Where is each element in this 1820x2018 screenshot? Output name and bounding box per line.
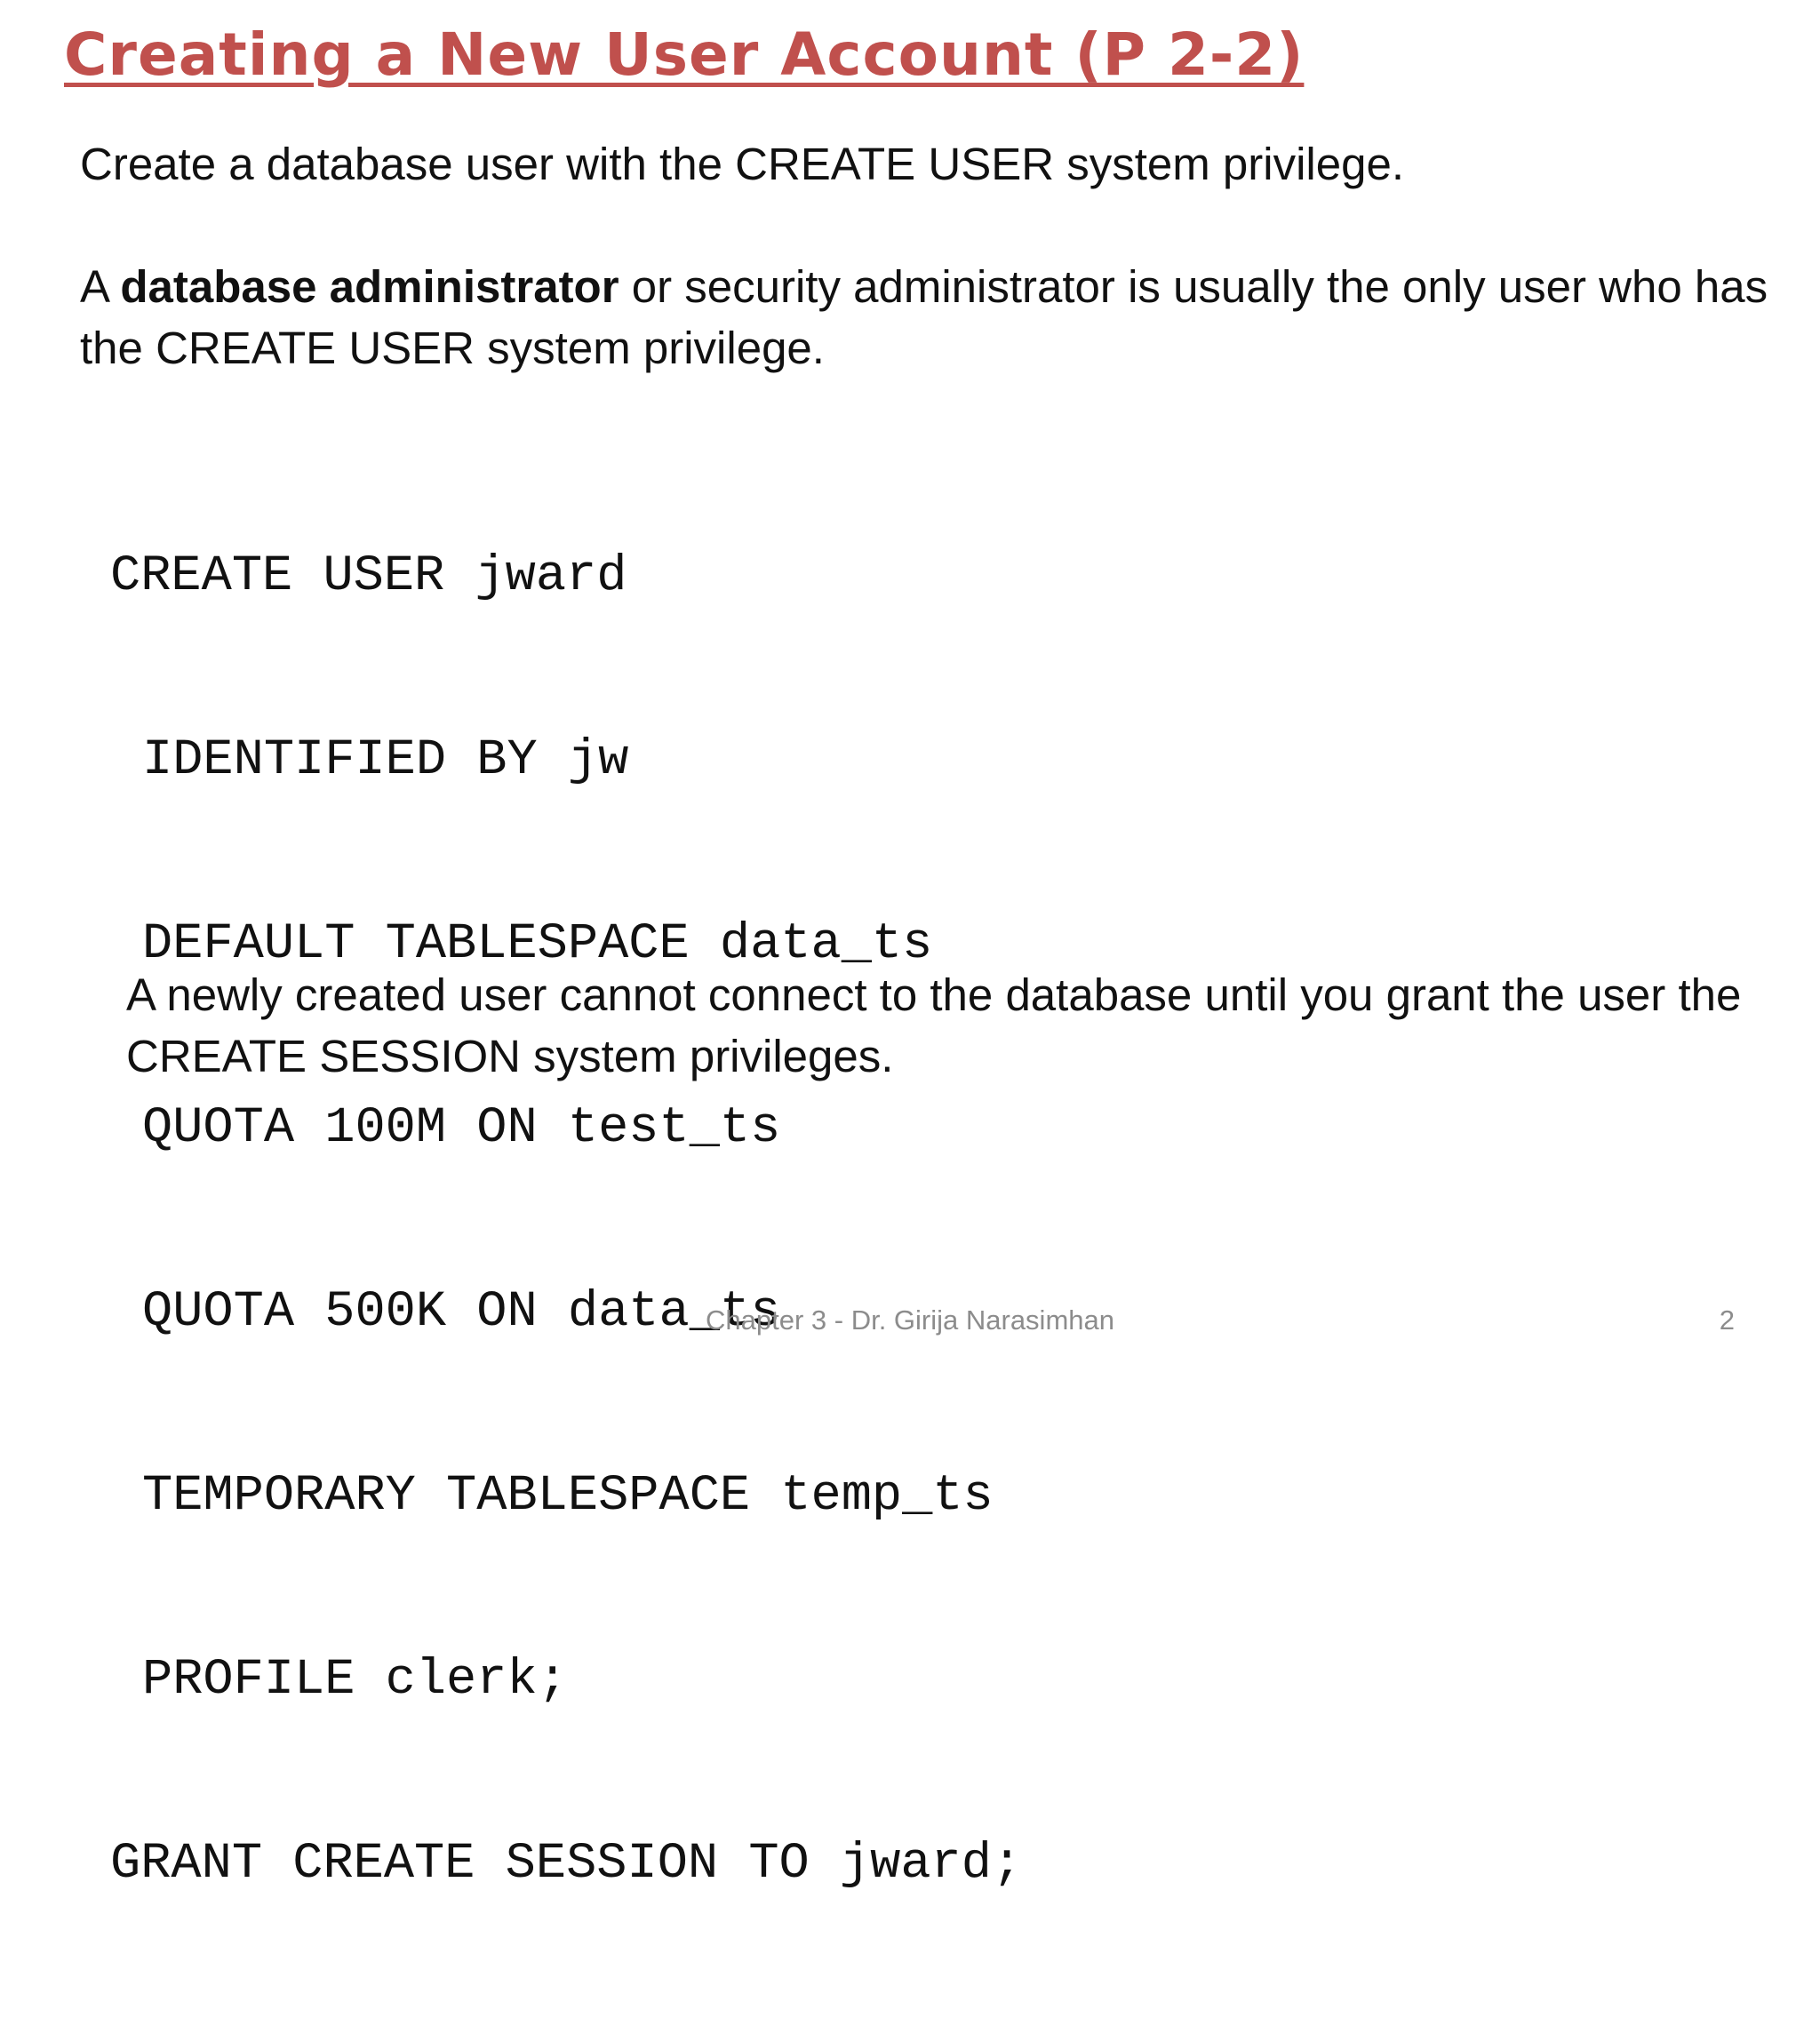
code-line-grant-session: GRANT CREATE SESSION TO jward; — [110, 1836, 1023, 1893]
code-line-temporary-tablespace: TEMPORARY TABLESPACE temp_ts — [142, 1468, 994, 1525]
code-line-quota-data: QUOTA 500K ON data_ts — [142, 1284, 781, 1341]
code-line-default-tablespace: DEFAULT TABLESPACE data_ts — [142, 916, 933, 973]
slide-title: Creating a New User Account (P 2-2) — [64, 20, 1305, 89]
admin-paragraph-rest: or security administrator is usually the only user who has the CREATE USER system privilege. — [80, 261, 1768, 373]
page-number: 2 — [1719, 1304, 1735, 1336]
session-note-paragraph: A newly created user cannot connect to the database until you grant the user the CREATE SESSION system privileges. — [126, 969, 1742, 1081]
code-line-quota-test: QUOTA 100M ON test_ts — [142, 1100, 781, 1157]
intro-paragraph: Create a database user with the CREATE USER system privilege. — [80, 139, 1405, 189]
slide-footer: Chapter 3 - Dr. Girija Narasimhan — [706, 1304, 1114, 1336]
code-line-identified-by: IDENTIFIED BY jw — [142, 732, 629, 789]
sql-code-block — [110, 424, 1022, 2018]
code-line-profile: PROFILE clerk; — [142, 1652, 568, 1709]
admin-paragraph-prefix: A — [80, 261, 121, 312]
admin-paragraph-bold: database administrator — [120, 261, 619, 312]
code-line-create-user: CREATE USER jward — [110, 548, 627, 605]
admin-paragraph — [80, 256, 1768, 379]
